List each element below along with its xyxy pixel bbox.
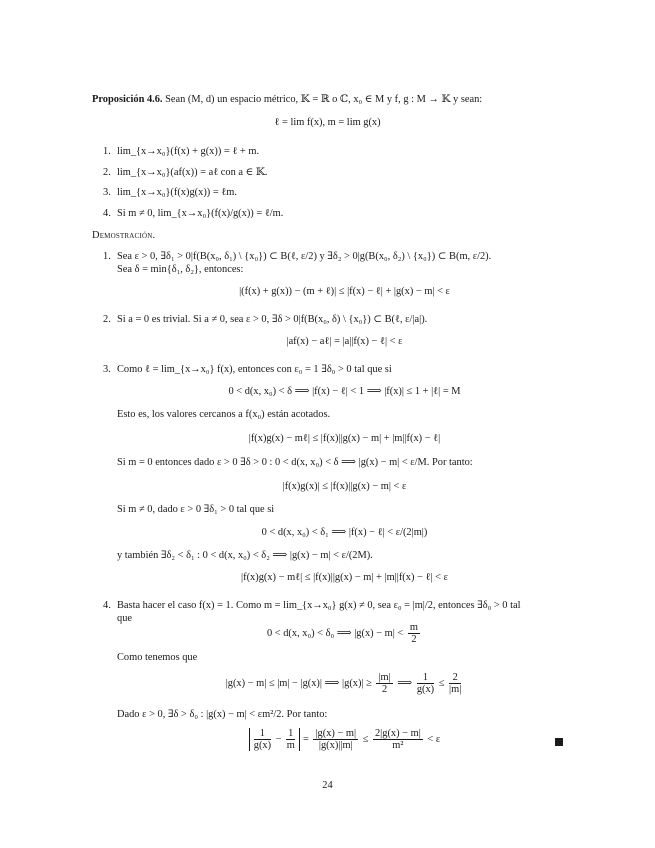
eq1-den: 2 — [411, 634, 417, 645]
eq3-fraction-b — [286, 728, 295, 751]
proof-3-equation-5: |f(x)g(x) − mℓ| ≤ |f(x)||g(x) − m| + |m||f(x) − ℓ| < ε — [241, 572, 448, 583]
proof-1-line-2: Sea δ = min{δ₁, δ₂}, entonces: — [117, 264, 244, 275]
eq3-d-num: 2|g(x) − m| — [374, 728, 421, 739]
eq2-f1-num: |m| — [378, 672, 391, 683]
proof-2-equation: |af(x) − aℓ| = |a||f(x) − ℓ| < ε — [286, 336, 403, 347]
eq1-fraction — [408, 622, 420, 645]
eq3-b-den: m — [286, 740, 295, 751]
proof-1-equation: |(f(x) + g(x)) − (m + ℓ)| ≤ |f(x) − ℓ| + |g(x) − m| < ε — [239, 286, 450, 297]
definitions-text: ℓ = lim f(x), m = lim g(x) — [274, 117, 381, 128]
eq3-equals: = — [302, 733, 309, 745]
item-1-text: lim_{x→x₀}(f(x) + g(x)) = ℓ + m. — [117, 146, 260, 157]
proof-4-line-2: Como tenemos que — [117, 652, 198, 663]
proof-4-line-1: Basta hacer el caso f(x) = 1. Como m = lim_{x→x₀} g(x) ≠ 0, sea ε₀ = |m|/2, entonces ∃δ₀ > 0 tal — [117, 600, 521, 611]
item-2-number: 2. — [103, 167, 111, 178]
eq2-left: |g(x) − m| ≤ |m| − |g(x)| ⟹ |g(x)| ≥ — [225, 677, 372, 689]
eq2-fraction-1 — [376, 672, 392, 695]
eq1-left: 0 < d(x, x₀) < δ₀ ⟹ |g(x) − m| < — [266, 627, 404, 639]
proposition-statement — [92, 93, 482, 107]
item-4-text: Si m ≠ 0, lim_{x→x₀}(f(x)/g(x)) = ℓ/m. — [117, 208, 284, 219]
item-3-number: 3. — [103, 187, 111, 198]
eq2-implies: ⟹ — [397, 677, 413, 689]
proof-3-line-3: Si m = 0 entonces dado ε > 0 ∃δ > 0 : 0 < d(x, x₀) < δ ⟹ |g(x) − m| < ε/M. Por tanto: — [117, 457, 473, 468]
proof-3-equation-2: |f(x)g(x) − mℓ| ≤ |f(x)||g(x) − m| + |m||f(x) − ℓ| — [248, 433, 441, 444]
proof-3-line-2: Esto es, los valores cercanos a f(x₀) están acotados. — [117, 409, 331, 420]
proof-3-line-5: y también ∃δ₂ < δ₁ : 0 < d(x, x₀) < δ₂ ⟹ |g(x) − m| < ε/(2M). — [117, 550, 373, 561]
proof-3-equation-3: |f(x)g(x)| ≤ |f(x)||g(x) − m| < ε — [282, 481, 407, 492]
eq3-c-den: |g(x)||m| — [318, 740, 353, 751]
eq3-minus: − — [275, 733, 282, 745]
proof-3-equation-4: 0 < d(x, x₀) < δ₁ ⟹ |f(x) − ℓ| < ε/(2|m|) — [261, 527, 428, 538]
proof-4-line-3: Dado ε > 0, ∃δ > δ₀ : |g(x) − m| < εm²/2. Por tanto: — [117, 709, 328, 720]
proof-2-line: Si a = 0 es trivial. Si a ≠ 0, sea ε > 0, ∃δ > 0|f(B(x₀, δ) \ {x₀}) ⊂ B(ℓ, ε/|a|). — [117, 314, 428, 325]
eq3-end: < ε — [427, 733, 441, 745]
eq2-le: ≤ — [438, 677, 445, 689]
eq2-f3-den: |m| — [449, 684, 462, 695]
eq2-fraction-2 — [417, 672, 434, 695]
eq3-fraction-c — [313, 728, 358, 751]
proof-4-equation-1 — [117, 622, 572, 645]
eq3-b-num: 1 — [288, 728, 294, 739]
eq2-f1-den: 2 — [381, 684, 388, 695]
proof-3-number: 3. — [103, 364, 111, 375]
item-4-number: 4. — [103, 208, 111, 219]
proof-4-line-1b: que — [117, 613, 133, 624]
proof-4-equation-3 — [117, 728, 572, 751]
proof-3-line-4: Si m ≠ 0, dado ε > 0 ∃δ₁ > 0 tal que si — [117, 504, 275, 515]
eq2-fraction-3 — [449, 672, 461, 695]
item-1-number: 1. — [103, 146, 111, 157]
proof-1-number: 1. — [103, 251, 111, 262]
definitions-equation — [0, 116, 655, 130]
eq2-f2-num: 1 — [417, 672, 434, 684]
eq3-fraction-a — [254, 728, 271, 751]
proof-1-line-1: Sea ε > 0, ∃δ₁ > 0|f(B(x₀, δ₁) \ {x₀}) ⊂ B(ℓ, ε/2) y ∃δ₂ > 0|g(B(x₀, δ₂) \ {x₀}) ⊂ B(m, ε/2). — [117, 251, 492, 262]
proposition-text: Sean (M, d) un espacio métrico, 𝕂 = ℝ o ℂ, x₀ ∈ M y f, g : M → 𝕂 y sean: — [165, 94, 483, 105]
eq3-a-den: g(x) — [253, 740, 272, 751]
proposition-label: Proposición 4.6. — [92, 94, 163, 105]
eq3-le: ≤ — [362, 733, 369, 745]
eq2-f2-den: g(x) — [416, 684, 435, 695]
eq1-num: m — [409, 622, 418, 633]
item-2-text: lim_{x→x₀}(af(x)) = aℓ con a ∈ 𝕂. — [117, 167, 268, 178]
proof-3-line-1: Como ℓ = lim_{x→x₀} f(x), entonces con ε₀ = 1 ∃δ₀ > 0 tal que si — [117, 364, 392, 375]
item-3-text: lim_{x→x₀}(f(x)g(x)) = ℓm. — [117, 187, 237, 198]
eq3-a-num: 1 — [254, 728, 271, 740]
qed-square-icon — [555, 738, 563, 746]
eq2-f3-num: 2 — [449, 672, 461, 684]
proof-4-equation-2 — [117, 672, 572, 695]
proof-2-number: 2. — [103, 314, 111, 325]
proof-title: Demostración. — [92, 230, 156, 241]
proof-4-number: 4. — [103, 600, 111, 611]
eq3-c-num: |g(x) − m| — [315, 728, 357, 739]
eq3-d-den: m² — [392, 740, 404, 751]
proof-3-equation-1: 0 < d(x, x₀) < δ ⟹ |f(x) − ℓ| < 1 ⟹ |f(x)| ≤ 1 + |ℓ| = M — [228, 386, 461, 397]
eq3-abs — [249, 728, 301, 751]
eq3-fraction-d — [373, 728, 423, 751]
page-number: 24 — [322, 780, 333, 791]
